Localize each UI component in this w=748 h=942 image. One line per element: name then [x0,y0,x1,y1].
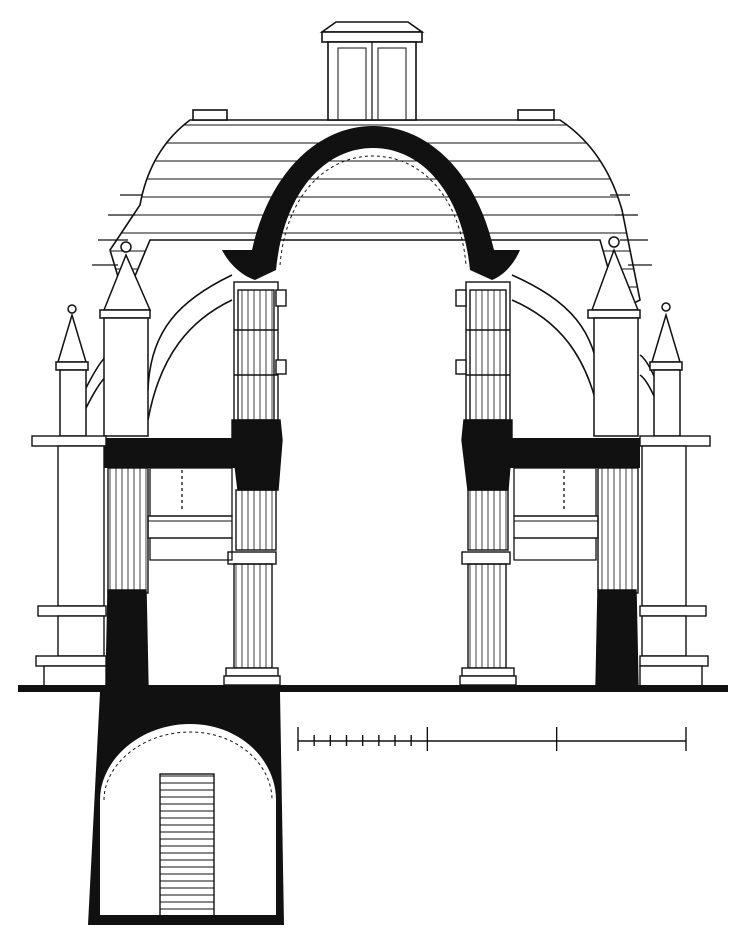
outer-column-right [596,468,638,688]
crypt [88,692,284,925]
pinnacle-left-large [100,242,150,436]
aisle-left [148,468,232,560]
gallery-beam-left [104,438,238,468]
nave-interior [284,280,462,685]
outer-wall-left [32,436,106,686]
lantern-tower [322,22,422,120]
roof-ridge-cap-right [518,110,554,120]
ground-line [18,685,728,692]
pier-right [456,282,516,685]
roof-ridge-cap-left [193,110,227,120]
crypt-staircase [160,774,214,916]
scale-bar [298,727,686,751]
lantern-cap [322,22,422,32]
gallery-beam-right [506,438,640,468]
outer-column-left [106,468,148,688]
aisle-right [514,468,598,560]
pinnacle-left-small [56,305,88,436]
lantern-cornice [322,32,422,42]
pier-left [224,282,286,685]
outer-wall-right [640,436,710,686]
pinnacle-right-small [650,303,682,436]
